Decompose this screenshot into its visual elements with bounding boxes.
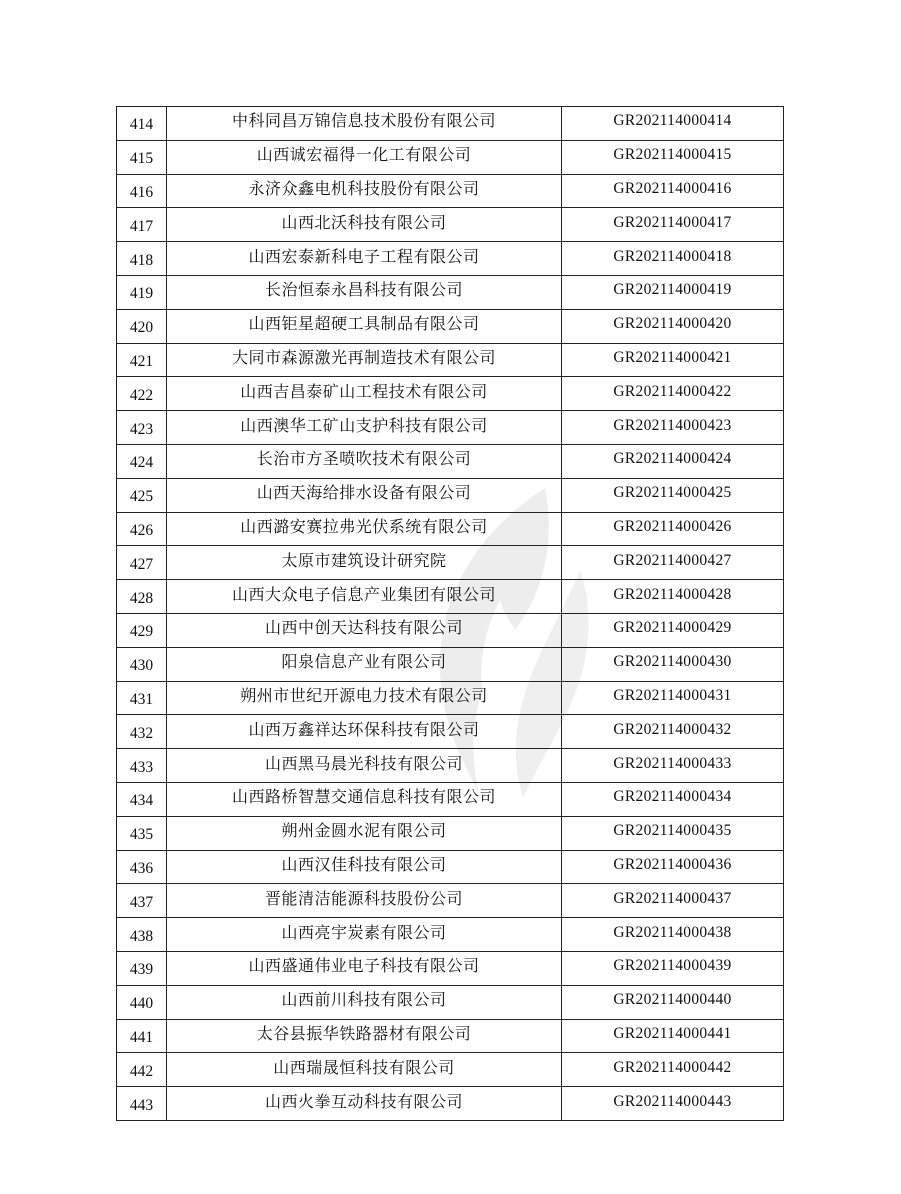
company-name-cell: 山西宏泰新科电子工程有限公司 (167, 242, 562, 276)
table-row (117, 749, 784, 783)
row-number-cell: 430 (117, 647, 167, 681)
certificate-code-cell: GR202114000434 (562, 782, 784, 816)
company-name-cell: 山西钜星超硬工具制品有限公司 (167, 309, 562, 343)
certificate-code-cell: GR202114000437 (562, 884, 784, 918)
company-name-cell: 山西亮宇炭素有限公司 (167, 918, 562, 952)
row-number-cell: 425 (117, 478, 167, 512)
table-row (117, 816, 784, 850)
table-row (117, 1019, 784, 1053)
table-row (117, 512, 784, 546)
certificate-code-cell: GR202114000436 (562, 850, 784, 884)
company-name-cell: 大同市森源激光再制造技术有限公司 (167, 343, 562, 377)
table-row (117, 951, 784, 985)
row-number-cell: 439 (117, 951, 167, 985)
certificate-code-cell: GR202114000422 (562, 377, 784, 411)
company-name-cell: 山西中创天达科技有限公司 (167, 613, 562, 647)
certificate-code-cell: GR202114000427 (562, 546, 784, 580)
table-row (117, 918, 784, 952)
certificate-code-cell: GR202114000435 (562, 816, 784, 850)
company-list-table (116, 106, 784, 1121)
certificate-code-cell: GR202114000439 (562, 951, 784, 985)
table-row (117, 580, 784, 614)
certificate-code-cell: GR202114000428 (562, 580, 784, 614)
company-name-cell: 山西大众电子信息产业集团有限公司 (167, 580, 562, 614)
company-name-cell: 阳泉信息产业有限公司 (167, 647, 562, 681)
table-row (117, 208, 784, 242)
table-row (117, 377, 784, 411)
company-name-cell: 晋能清洁能源科技股份公司 (167, 884, 562, 918)
company-name-cell: 山西黑马晨光科技有限公司 (167, 749, 562, 783)
certificate-code-cell: GR202114000425 (562, 478, 784, 512)
table-row (117, 444, 784, 478)
row-number-cell: 415 (117, 140, 167, 174)
row-number-cell: 422 (117, 377, 167, 411)
certificate-code-cell: GR202114000431 (562, 681, 784, 715)
company-name-cell: 山西北沃科技有限公司 (167, 208, 562, 242)
row-number-cell: 416 (117, 174, 167, 208)
company-name-cell: 山西万鑫祥达环保科技有限公司 (167, 715, 562, 749)
table-row (117, 884, 784, 918)
table-row (117, 242, 784, 276)
company-name-cell: 朔州金圆水泥有限公司 (167, 816, 562, 850)
table-row (117, 647, 784, 681)
certificate-code-cell: GR202114000432 (562, 715, 784, 749)
table-row (117, 1053, 784, 1087)
company-name-cell: 山西瑞晟恒科技有限公司 (167, 1053, 562, 1087)
row-number-cell: 432 (117, 715, 167, 749)
table-row (117, 715, 784, 749)
table-row (117, 1087, 784, 1121)
company-name-cell: 山西前川科技有限公司 (167, 985, 562, 1019)
row-number-cell: 418 (117, 242, 167, 276)
row-number-cell: 417 (117, 208, 167, 242)
company-name-cell: 山西吉昌泰矿山工程技术有限公司 (167, 377, 562, 411)
company-name-cell: 山西诚宏福得一化工有限公司 (167, 140, 562, 174)
row-number-cell: 436 (117, 850, 167, 884)
certificate-code-cell: GR202114000418 (562, 242, 784, 276)
certificate-code-cell: GR202114000429 (562, 613, 784, 647)
certificate-code-cell: GR202114000433 (562, 749, 784, 783)
company-name-cell: 太谷县振华铁路器材有限公司 (167, 1019, 562, 1053)
company-name-cell: 永济众鑫电机科技股份有限公司 (167, 174, 562, 208)
company-name-cell: 山西潞安赛拉弗光伏系统有限公司 (167, 512, 562, 546)
company-name-cell: 山西天海给排水设备有限公司 (167, 478, 562, 512)
company-name-cell: 太原市建筑设计研究院 (167, 546, 562, 580)
row-number-cell: 434 (117, 782, 167, 816)
row-number-cell: 420 (117, 309, 167, 343)
certificate-code-cell: GR202114000423 (562, 411, 784, 445)
row-number-cell: 438 (117, 918, 167, 952)
table-body (117, 107, 784, 1121)
row-number-cell: 437 (117, 884, 167, 918)
certificate-code-cell: GR202114000424 (562, 444, 784, 478)
row-number-cell: 414 (117, 107, 167, 141)
table-row (117, 140, 784, 174)
certificate-code-cell: GR202114000415 (562, 140, 784, 174)
row-number-cell: 428 (117, 580, 167, 614)
table-row (117, 174, 784, 208)
row-number-cell: 431 (117, 681, 167, 715)
certificate-code-cell: GR202114000421 (562, 343, 784, 377)
table-row (117, 275, 784, 309)
certificate-code-cell: GR202114000442 (562, 1053, 784, 1087)
table-row (117, 107, 784, 141)
row-number-cell: 423 (117, 411, 167, 445)
company-name-cell: 长治恒泰永昌科技有限公司 (167, 275, 562, 309)
certificate-code-cell: GR202114000419 (562, 275, 784, 309)
table-row (117, 850, 784, 884)
certificate-code-cell: GR202114000426 (562, 512, 784, 546)
table-row (117, 478, 784, 512)
table-row (117, 343, 784, 377)
company-name-cell: 山西澳华工矿山支护科技有限公司 (167, 411, 562, 445)
row-number-cell: 421 (117, 343, 167, 377)
certificate-code-cell: GR202114000440 (562, 985, 784, 1019)
row-number-cell: 433 (117, 749, 167, 783)
row-number-cell: 440 (117, 985, 167, 1019)
company-name-cell: 山西火拳互动科技有限公司 (167, 1087, 562, 1121)
table-row (117, 411, 784, 445)
row-number-cell: 442 (117, 1053, 167, 1087)
company-name-cell: 朔州市世纪开源电力技术有限公司 (167, 681, 562, 715)
table-row (117, 309, 784, 343)
certificate-code-cell: GR202114000430 (562, 647, 784, 681)
table-row (117, 782, 784, 816)
row-number-cell: 441 (117, 1019, 167, 1053)
row-number-cell: 429 (117, 613, 167, 647)
certificate-code-cell: GR202114000438 (562, 918, 784, 952)
row-number-cell: 426 (117, 512, 167, 546)
row-number-cell: 427 (117, 546, 167, 580)
row-number-cell: 443 (117, 1087, 167, 1121)
certificate-code-cell: GR202114000443 (562, 1087, 784, 1121)
certificate-code-cell: GR202114000414 (562, 107, 784, 141)
row-number-cell: 435 (117, 816, 167, 850)
company-name-cell: 山西汉佳科技有限公司 (167, 850, 562, 884)
certificate-code-cell: GR202114000441 (562, 1019, 784, 1053)
company-name-cell: 山西路桥智慧交通信息科技有限公司 (167, 782, 562, 816)
certificate-code-cell: GR202114000416 (562, 174, 784, 208)
row-number-cell: 424 (117, 444, 167, 478)
table-row (117, 613, 784, 647)
company-name-cell: 中科同昌万锦信息技术股份有限公司 (167, 107, 562, 141)
certificate-code-cell: GR202114000417 (562, 208, 784, 242)
row-number-cell: 419 (117, 275, 167, 309)
table-row (117, 546, 784, 580)
table-row (117, 681, 784, 715)
company-name-cell: 长治市方圣喷吹技术有限公司 (167, 444, 562, 478)
table-row (117, 985, 784, 1019)
certificate-code-cell: GR202114000420 (562, 309, 784, 343)
company-name-cell: 山西盛通伟业电子科技有限公司 (167, 951, 562, 985)
